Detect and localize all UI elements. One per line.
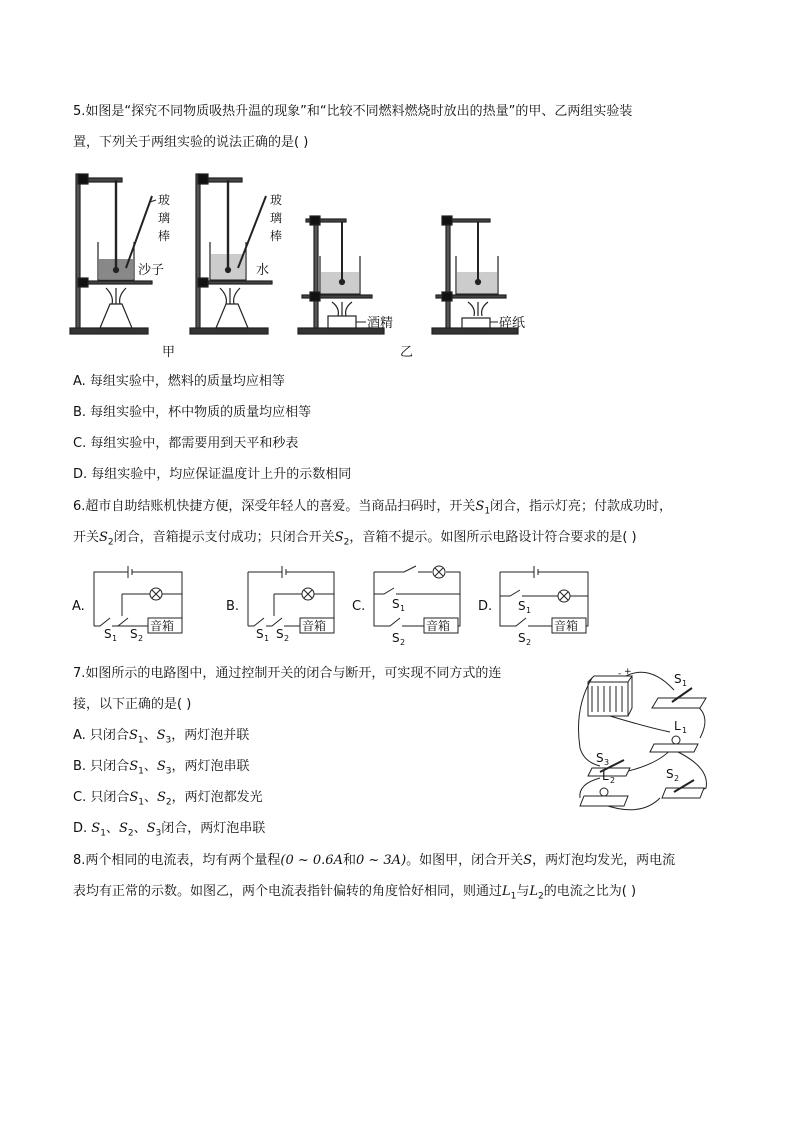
q8-text-1b: 。如图甲，闭合开关 — [406, 853, 524, 868]
q5-experiment-figure — [70, 170, 530, 365]
q7-d-suffix: 闭合，两灯泡串联 — [161, 821, 266, 836]
q7-d-sep1: 、 — [105, 821, 119, 836]
q7-a-sep: 、 — [143, 728, 157, 743]
q6-stem-line2 — [73, 529, 637, 552]
svg-text:1: 1 — [682, 679, 688, 688]
q6-b-s2: S — [276, 627, 284, 641]
q6-a-s: S — [104, 627, 112, 641]
svg-text:2: 2 — [674, 774, 680, 783]
q6-d-s-sub: 1 — [526, 606, 532, 615]
label-glass-rod-1c: 棒 — [158, 229, 171, 243]
q7-label-minus: - — [618, 669, 622, 679]
q7-a-text: A. 只闭合 — [73, 728, 129, 743]
q6-var-s2b-sub: 2 — [343, 537, 350, 548]
q8-stem-line2: 表均有正常的示数。如图乙，两个电流表指针偏转的角度恰好相同，则通过$L_1$与$L_2$的电流之比为( ) — [73, 884, 637, 902]
q5-stem-line2: 置，下列关于两组实验的说法正确的是( ) — [73, 135, 309, 150]
q7-b-suffix: ，两灯泡串联 — [171, 759, 250, 774]
q7-stem-line1: 7.如图所示的电路图中，通过控制开关的闭合与断开，可实现不同方式的连 — [73, 666, 502, 681]
q6-option-c-letter: C. — [352, 599, 366, 614]
q8-with: 与 — [516, 884, 530, 899]
q6-c-speaker: 音箱 — [426, 619, 451, 633]
q5-option-b: B. 每组实验中，杯中物质的质量均应相等 — [73, 405, 312, 420]
q7-stem-line2: 接，以下正确的是( ) — [73, 697, 192, 712]
label-sand: 沙子 — [138, 263, 165, 278]
q8-var-s: S — [523, 853, 533, 868]
q5-option-d: D. 每组实验中，均应保证温度计上升的示数相同 — [73, 467, 352, 482]
q6-a-s2: S — [130, 627, 138, 641]
q6-option-d-letter: D. — [478, 599, 493, 614]
q6-text-1b: 闭合，指示灯亮；付款成功时， — [490, 499, 673, 514]
q6-d-s2: S — [518, 631, 526, 645]
svg-text:3: 3 — [604, 758, 610, 767]
q7-c-sep: 、 — [143, 790, 157, 805]
q6-b-s: S — [256, 627, 264, 641]
q6-var-s2b: S — [334, 530, 344, 545]
q8-text-1c: ，两灯泡均发光，两电流 — [532, 853, 676, 868]
q6-c-s: S — [392, 597, 400, 611]
label-glass-rod-1a: 玻 — [158, 193, 171, 207]
q8-range1: (0 ~ 0.6A — [280, 853, 343, 868]
q6-option-a-letter: A. — [72, 599, 85, 614]
q8-range2: 0 ~ 3A) — [355, 853, 407, 868]
q8-text-2b: 的电流之比为( ) — [543, 884, 637, 899]
q5-stem-line1: 5.如图是“探究不同物质吸热升温的现象”和“比较不同燃料燃烧时放出的热量”的甲、乙两组实验装 — [73, 104, 633, 119]
q6-c-s2: S — [392, 631, 400, 645]
q7-c-suffix: ，两灯泡都发光 — [171, 790, 263, 805]
q8-text-2a: 表均有正常的示数。如图乙，两个电流表指针偏转的角度恰好相同，则通过 — [73, 884, 503, 899]
q7-option-b: B. 只闭合$S_1$、$S_3$，两灯泡串联 — [73, 759, 250, 777]
q6-var-s2: S — [99, 530, 108, 545]
q6-d-s: S — [518, 599, 526, 613]
q8-stem-line1 — [73, 852, 675, 870]
q6-d-s2-sub: 2 — [526, 638, 532, 647]
q7-label-s2: S — [666, 767, 674, 781]
q7-option-a: A. 只闭合$S_1$、$S_3$，两灯泡并联 — [73, 728, 250, 746]
apparatus-sand — [70, 174, 152, 334]
q7-a-suffix: ，两灯泡并联 — [171, 728, 250, 743]
svg-text:2: 2 — [610, 776, 616, 785]
q7-option-c: C. 只闭合$S_1$、$S_2$，两灯泡都发光 — [73, 790, 263, 808]
label-glass-rod-2b: 璃 — [270, 211, 283, 225]
q7-label-s1: S — [674, 672, 682, 686]
q6-text-2b: 闭合，音箱提示支付成功；只闭合开关 — [113, 530, 335, 545]
label-water: 水 — [256, 263, 270, 278]
label-alcohol: 酒精 — [367, 316, 394, 331]
q6-option-b-letter: B. — [226, 599, 240, 614]
q5-option-c: C. 每组实验中，都需要用到天平和秒表 — [73, 436, 299, 451]
q7-label-s3: S — [596, 751, 604, 765]
q6-a-speaker: 音箱 — [150, 619, 175, 633]
q6-text-1a: 6.超市自助结账机快捷方便，深受年轻人的喜爱。当商品扫码时，开关 — [73, 499, 476, 514]
q7-d-text: D. — [73, 821, 92, 836]
q6-a-s-sub: 1 — [112, 634, 118, 643]
q6-var-s1-sub: 1 — [484, 506, 491, 517]
q6-b-s2-sub: 2 — [284, 634, 290, 643]
q7-label-l2: L — [602, 769, 609, 783]
q5-option-a: A. 每组实验中，燃料的质量均应相等 — [73, 374, 285, 389]
label-group-a: 甲 — [162, 345, 176, 360]
q6-stem-line1 — [73, 498, 672, 521]
q7-option-d: D. $S_1$、$S_2$、$S_3$闭合，两灯泡串联 — [73, 821, 266, 839]
label-paper: 碎纸 — [499, 316, 526, 331]
q8-text-1a: 8.两个相同的电流表，均有两个量程 — [73, 853, 281, 868]
label-glass-rod-1b: 璃 — [158, 211, 171, 225]
q6-text-2c: ，音箱不提示。如图所示电路设计符合要求的是( ) — [349, 530, 637, 545]
q7-d-sep2: 、 — [133, 821, 147, 836]
q8-var-l1: L — [502, 884, 511, 899]
q8-var-l2: L — [529, 884, 539, 899]
q7-label-plus: + — [624, 667, 632, 677]
q6-var-s1: S — [475, 499, 485, 514]
q6-d-speaker: 音箱 — [554, 619, 579, 633]
q7-label-l1: L — [674, 719, 681, 733]
q6-text-2a: 开关 — [73, 530, 100, 545]
q7-b-text: B. 只闭合 — [73, 759, 130, 774]
q6-var-s2-sub: 2 — [107, 537, 114, 548]
label-group-b: 乙 — [400, 345, 414, 360]
q6-a-s2-sub: 2 — [138, 634, 144, 643]
q7-b-sep: 、 — [143, 759, 157, 774]
q6-b-s-sub: 1 — [264, 634, 270, 643]
q6-b-speaker: 音箱 — [302, 619, 327, 633]
label-glass-rod-2c: 棒 — [270, 229, 283, 243]
svg-text:1: 1 — [682, 726, 688, 735]
apparatus-water — [190, 174, 272, 334]
q7-c-text: C. 只闭合 — [73, 790, 130, 805]
q6-c-s-sub: 1 — [400, 604, 406, 613]
q6-c-s2-sub: 2 — [400, 638, 406, 647]
q7-circuit-figure — [570, 668, 720, 818]
q8-and: 和 — [342, 853, 356, 868]
q6-circuit-options — [70, 562, 600, 648]
label-glass-rod-2a: 玻 — [270, 193, 283, 207]
